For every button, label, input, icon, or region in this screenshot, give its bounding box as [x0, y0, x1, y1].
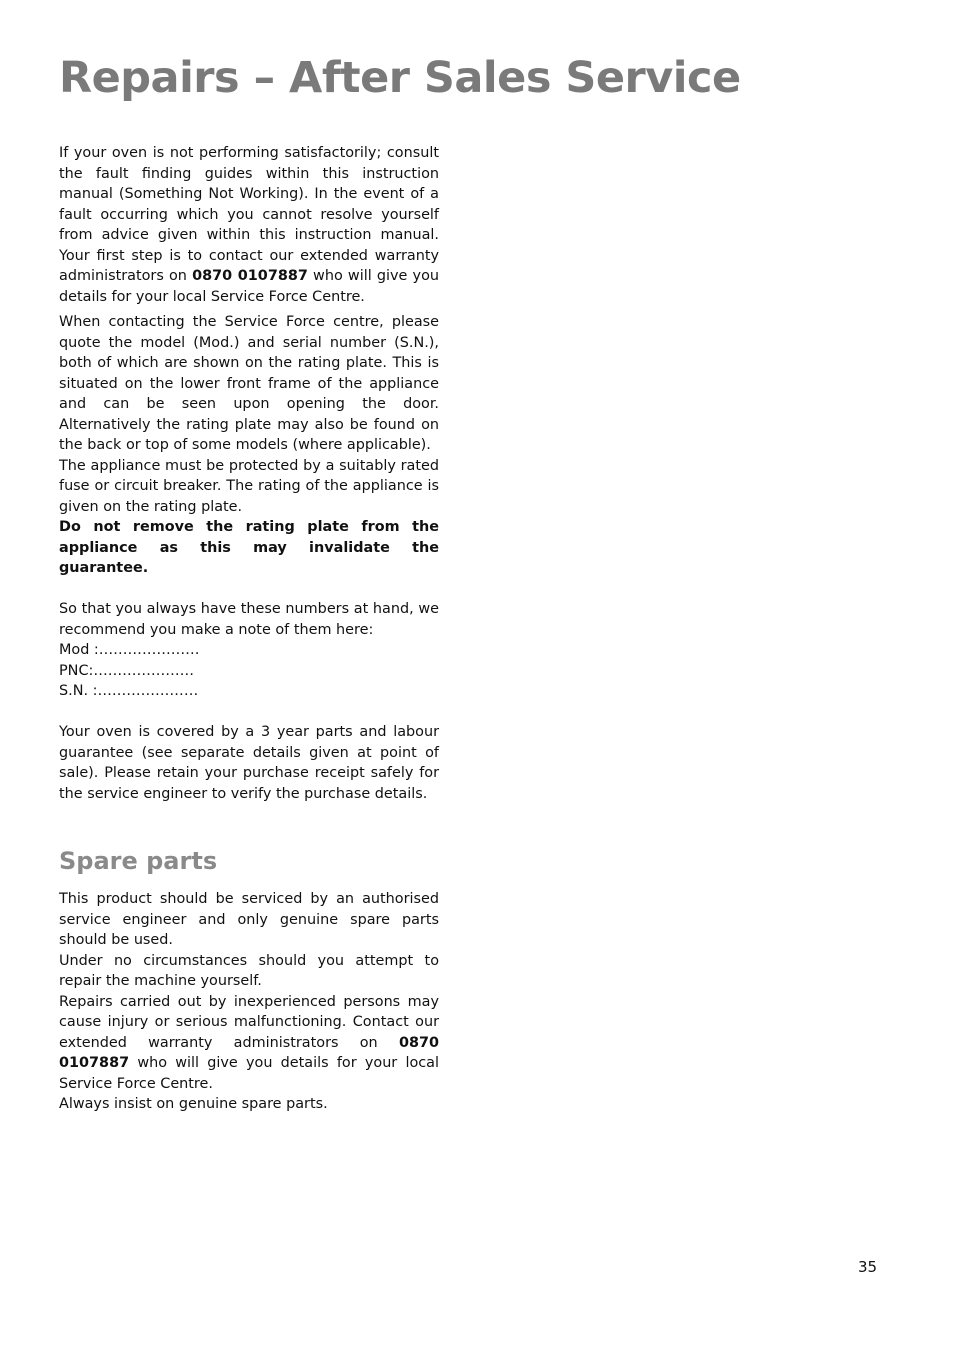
guarantee-paragraph: Your oven is covered by a 3 year parts and labour guarantee (see separate details given at point of sale). Please retain your purchase receipt safely for the service engineer to verify the purchase details.	[59, 724, 439, 802]
spare-parts-phone-number: 0870 0107887	[59, 1034, 439, 1071]
spare-parts-insist-paragraph: Always insist on genuine spare parts.	[59, 1096, 328, 1112]
main-column	[59, 143, 439, 1115]
rating-plate-warning: Do not remove the rating plate from the appliance as this may invalidate the guarantee.	[59, 519, 439, 576]
spare-parts-no-repair-paragraph: Under no circumstances should you attempt to repair the machine yourself.	[59, 952, 439, 989]
spare-parts-service-paragraph: This product should be serviced by an authorised service engineer and only genuine spare parts should be used.	[59, 891, 439, 948]
page-number: 35	[858, 1258, 878, 1276]
repairs-intro-text: If your oven is not performing satisfactorily; consult the fault finding guides within this instruction manual (Something Not Working). In the event of a fault occurring which you cannot resolve yourself from advice given within this instruction manual. Your first step is to contact our extended warranty administrators on	[59, 145, 439, 284]
note-field-serial: S.N. :…………………	[59, 683, 199, 699]
fuse-paragraph: The appliance must be protected by a suitably rated fuse or circuit breaker. The rating of the appliance is given on the rating plate.	[59, 457, 439, 515]
page-title: Repairs – After Sales Service	[59, 53, 741, 103]
note-field-pnc: PNC:…………………	[59, 662, 195, 679]
spare-parts-contact-paragraph	[59, 992, 439, 1095]
note-field-model: Mod :…………………	[59, 642, 200, 658]
spare-parts-contact-text-end: who will give you details for your local Service Force Centre.	[59, 1055, 439, 1092]
note-intro-paragraph: So that you always have these numbers at hand, we recommend you make a note of them here:	[59, 601, 439, 638]
spare-parts-heading: Spare parts	[59, 847, 218, 875]
repairs-intro-paragraph	[59, 143, 439, 307]
repairs-intro-text-end: who will give you details for your local Service Force Centre.	[59, 268, 439, 305]
warranty-phone-number: 0870 0107887	[192, 268, 308, 284]
contact-paragraph: When contacting the Service Force centre, please quote the model (Mod.) and serial number (S.N.), both of which are shown on the rating plate. This is situated on the lower front frame of the appliance and can be seen upon opening the door. Alternatively the rating plate may also be found on the back or top of some models (where applicable).	[59, 314, 439, 453]
spare-parts-contact-text: Repairs carried out by inexperienced persons may cause injury or serious malfunctioning. Contact our extended warranty administrators on	[59, 993, 439, 1051]
